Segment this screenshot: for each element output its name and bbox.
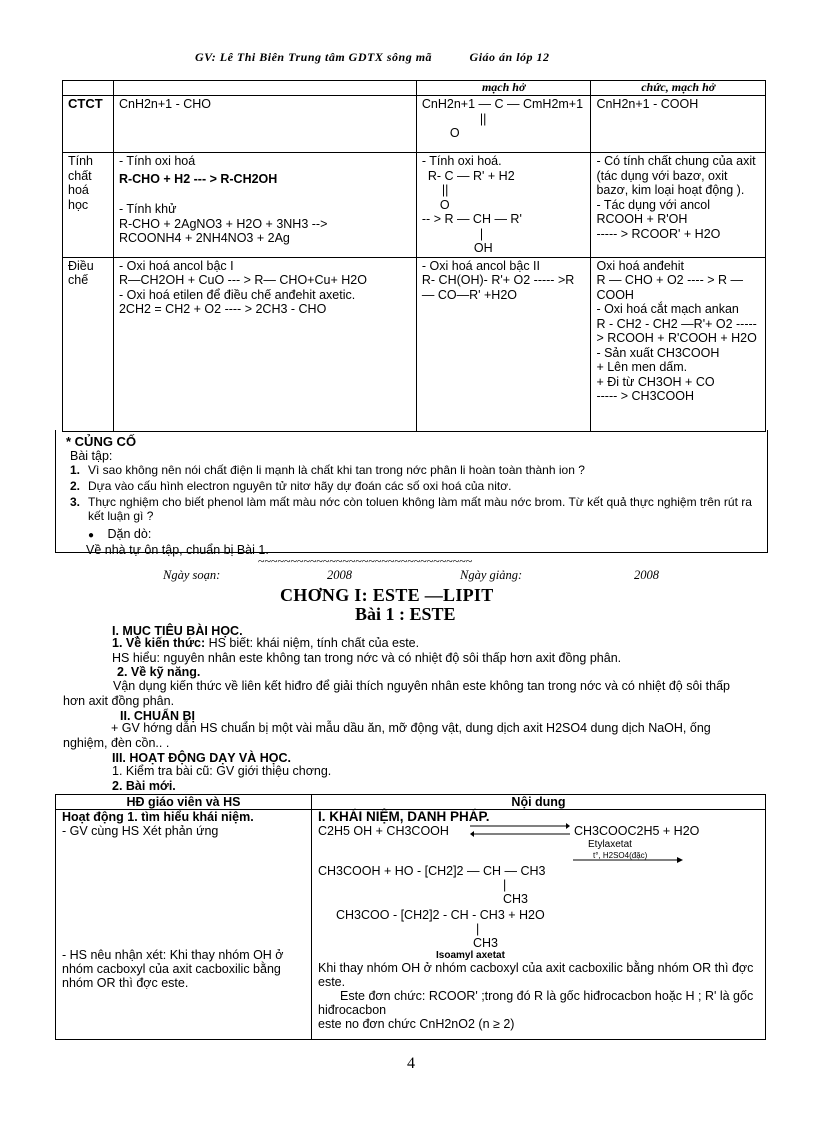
cell-line: || xyxy=(479,111,487,126)
cell-line: - Oxi hoá ancol bậc I xyxy=(118,258,234,273)
table-head-cell: chức, mạch hở xyxy=(591,81,766,96)
description: Khi thay nhóm OH ở nhóm cacboxyl của axit cacboxilic bằng nhóm OR thì đợc este. xyxy=(318,961,754,989)
cell-line: - Tính oxi hoá. xyxy=(421,154,502,168)
branch-ch3: CH3 xyxy=(503,892,529,906)
cell-line: - Tác dụng với ancol xyxy=(596,197,711,212)
consolidation-box xyxy=(55,430,768,557)
description: Este đơn chức: RCOOR' ;trong đó R là gốc hiđrocacbon hoặc H ; R' là gốc hiđrocacbon xyxy=(318,989,754,1017)
content-col xyxy=(312,810,766,1040)
preparation-title: II. CHUẨN BỊ xyxy=(120,709,195,723)
cell-line: ----- > RCOOR' + H2O xyxy=(596,226,721,241)
cell-line: - Có tính chất chung của axit (tác dụng với bazơ, oxit bazơ, kim loại hoạt động ). xyxy=(596,154,756,197)
exercise-text: Dựa vào cấu hình electron nguyên tử nitơ hãy dự đoán các số oxi hoá của nitơ. xyxy=(88,479,512,493)
reaction-3: CH3COO - [CH2]2 - CH - CH3 + H2O xyxy=(336,908,545,922)
reaction-2: CH3COOH + HO - [CH2]2 — CH — CH3 xyxy=(318,864,546,878)
cell-line: O xyxy=(439,197,450,212)
table-head-cell: mạch hở xyxy=(416,81,591,96)
cell xyxy=(113,257,416,431)
lesson-title: Bài 1 : ESTE xyxy=(355,604,456,624)
separator: ~~~~~~~~~~~~~~~~~~~~~~~~~~~~~~~~~ xyxy=(258,554,473,568)
table-row-ctct xyxy=(63,96,766,153)
row-label: Điều chế xyxy=(63,257,114,431)
page-number: 4 xyxy=(407,1055,415,1072)
objectives-title: I. MỤC TIÊU BÀI HỌC. xyxy=(112,624,243,638)
skills-text: Vận dụng kiến thức về liên kết hiđro để giải thích nguyên nhân este không tan trong nớc và có nhiệt độ sôi thấp hơn axit đồng phân. xyxy=(63,679,730,708)
reaction-products: CH3COOC2H5 + H2O xyxy=(574,824,700,838)
prep-date-label: Ngày soạn: xyxy=(163,568,221,582)
homework-title: Dặn dò: xyxy=(107,527,152,541)
cell-line: ----- > CH3COOH xyxy=(596,389,695,403)
exercise-num: 1. xyxy=(70,463,81,477)
consolidation-title: * CỦNG CỐ xyxy=(66,434,137,449)
cell-line: R — CHO + O2 ---- > R — COOH xyxy=(596,273,743,302)
reaction-arrow-icon xyxy=(573,857,683,863)
cell-line: - Oxi hoá etilen để điều chế anđehit axetic. xyxy=(118,287,356,302)
teach-date-year: 2008 xyxy=(634,568,659,582)
cell-line: R—CH2OH + CuO --- > R— CHO+Cu+ H2O xyxy=(118,273,367,287)
product-name: Etylaxetat xyxy=(588,839,632,850)
exercise-item xyxy=(70,495,767,523)
cell-line: CnH2n+1 - CHO xyxy=(118,97,212,111)
activity-title: Hoạt động 1. tìm hiểu khái niệm. xyxy=(62,810,254,824)
cell-line: || xyxy=(441,183,449,197)
skills-title: 2. Về kỹ năng. xyxy=(117,665,201,679)
cell-line: - Tính khử xyxy=(118,202,177,216)
exercise-text: Thực nghiệm cho biết phenol làm mất màu nớc còn toluen không làm mất màu nớc brom. Từ kết quả thực nghiệm trên rút ra kết luận gì ? xyxy=(88,495,752,523)
exercise-list xyxy=(70,463,767,523)
cell xyxy=(591,257,766,431)
exercise-item xyxy=(70,479,767,493)
cell-line: R- CH(OH)- R'+ O2 ----- >R — CO—R' +H2O xyxy=(421,273,575,302)
exercise-text: Vì sao không nên nói chất điện li mạnh là chất khi tan trong nớc phân li hoàn toàn thành ion ? xyxy=(88,463,585,477)
exercise-num: 3. xyxy=(70,495,81,509)
teach-date-label: Ngày giảng: xyxy=(460,568,523,582)
table-head-row xyxy=(56,795,766,810)
cell xyxy=(113,153,416,258)
cell xyxy=(416,257,591,431)
old-lesson-check: 1. Kiểm tra bài cũ: GV giới thiệu chơng. xyxy=(112,764,332,778)
cell-line: + Lên men dấm. xyxy=(596,360,688,374)
row-label: CTCT xyxy=(63,96,114,153)
exercise-num: 2. xyxy=(70,479,81,493)
knowledge-title: 1. Về kiến thức: xyxy=(112,636,206,650)
cell-line: R-CHO + H2 --- > R-CH2OH xyxy=(118,171,278,186)
table-row-properties xyxy=(63,153,766,258)
table-head-cell xyxy=(63,81,114,96)
prep-date-year: 2008 xyxy=(327,568,352,582)
cell-line: CnH2n+1 - COOH xyxy=(596,97,699,111)
cell-line: RCOONH4 + 2NH4NO3 + 2Ag xyxy=(118,231,290,245)
table-row-preparation xyxy=(63,257,766,431)
branch-bar: | xyxy=(503,878,507,892)
ester-name: Isoamyl axetat xyxy=(436,950,505,961)
new-lesson-title: 2. Bài mới. xyxy=(112,779,176,793)
cell-line: CnH2n+1 — C — CmH2m+1 xyxy=(421,97,584,111)
table-head-row xyxy=(63,81,766,96)
cell-line: | xyxy=(479,226,484,241)
table-row xyxy=(56,810,766,1040)
activities-title: III. HOẠT ĐỘNG DẠY VÀ HỌC. xyxy=(112,751,291,765)
activity-line: - HS nêu nhận xét: Khi thay nhóm OH ở nhóm cacboxyl của axit cacboxilic bằng nhóm OR thì đợc este. xyxy=(62,948,284,990)
head-right: Nội dung xyxy=(312,795,766,810)
reaction-reactants: C2H5 OH + CH3COOH xyxy=(318,824,449,838)
knowledge-text-2: HS hiểu: nguyên nhân este không tan trong nớc và có nhiệt độ sôi thấp hơn axit đồng phân. xyxy=(112,651,622,665)
equilibrium-arrow-icon xyxy=(470,822,570,838)
preparation-text: + GV hớng dẫn HS chuẩn bị một vài mẫu dầu ăn, mỡ động vật, dung dịch axit H2SO4 dung dịch NaOH, ống nghiệm, đèn cồn.. . xyxy=(63,721,711,750)
cell xyxy=(113,96,416,153)
cell-line: -- > R — CH — R' xyxy=(421,212,522,226)
exercise-item xyxy=(70,463,767,477)
cell-line: - Tính oxi hoá xyxy=(118,154,196,168)
branch-ch3: CH3 xyxy=(473,936,499,950)
branch-bar: | xyxy=(476,922,480,936)
activity-line: - GV cùng HS Xét phản ứng xyxy=(62,824,219,838)
page-header xyxy=(195,50,550,65)
cell-line: 2CH2 = CH2 + O2 ---- > 2CH3 - CHO xyxy=(118,302,327,316)
knowledge-line xyxy=(112,636,419,651)
bullet-icon: ● xyxy=(88,530,95,541)
cell-line: OH xyxy=(473,241,493,255)
cell xyxy=(416,153,591,258)
cell-line: R-CHO + 2AgNO3 + H2O + 3NH3 --> xyxy=(118,216,328,231)
cell-line: - Sản xuất CH3COOH xyxy=(596,345,720,360)
teacher-col xyxy=(56,810,312,1040)
comparison-table xyxy=(62,80,766,432)
cell-line: + Đi từ CH3OH + CO xyxy=(596,374,715,389)
activity-table xyxy=(55,794,766,1040)
header-subject: Giáo án lóp 12 xyxy=(469,50,550,64)
cell xyxy=(416,96,591,153)
section-title: I. KHÁI NIỆM, DANH PHÁP. xyxy=(318,809,490,824)
knowledge-text: HS biết: khái niệm, tính chất của este. xyxy=(205,636,420,650)
reaction-1 xyxy=(318,824,759,864)
cell-line: O xyxy=(449,126,460,140)
homework-line xyxy=(88,527,767,543)
chapter-title: CHƠNG I: ESTE —LIPIT xyxy=(280,585,494,605)
cell-line: Oxi hoá anđehit xyxy=(596,258,685,273)
cell-line: R - CH2 - CH2 —R'+ O2 ----- > RCOOH + R'COOH + H2O xyxy=(596,316,757,345)
reaction-condition: t°, H2SO4(đặc) xyxy=(593,851,648,860)
cell-line: - Oxi hoá ancol bậc II xyxy=(421,258,541,273)
cell-line: R- C — R' + H2 xyxy=(427,168,515,183)
cell xyxy=(591,153,766,258)
row-label: Tính chất hoá học xyxy=(63,153,114,258)
cell-line: RCOOH + R'OH xyxy=(596,212,688,226)
cell xyxy=(591,96,766,153)
head-left: HĐ giáo viên và HS xyxy=(56,795,312,810)
cell-line: - Oxi hoá cắt mạch ankan xyxy=(596,302,739,316)
description: este no đơn chức CnH2nO2 (n ≥ 2) xyxy=(318,1017,515,1031)
exercise-title: Bài tập: xyxy=(70,449,113,463)
homework-text: Về nhà tự ôn tập, chuẩn bị Bài 1. xyxy=(86,543,269,557)
table-head-cell xyxy=(113,81,416,96)
header-teacher: GV: Lê Thi Biên Trung tâm GDTX sông mã xyxy=(195,50,433,64)
